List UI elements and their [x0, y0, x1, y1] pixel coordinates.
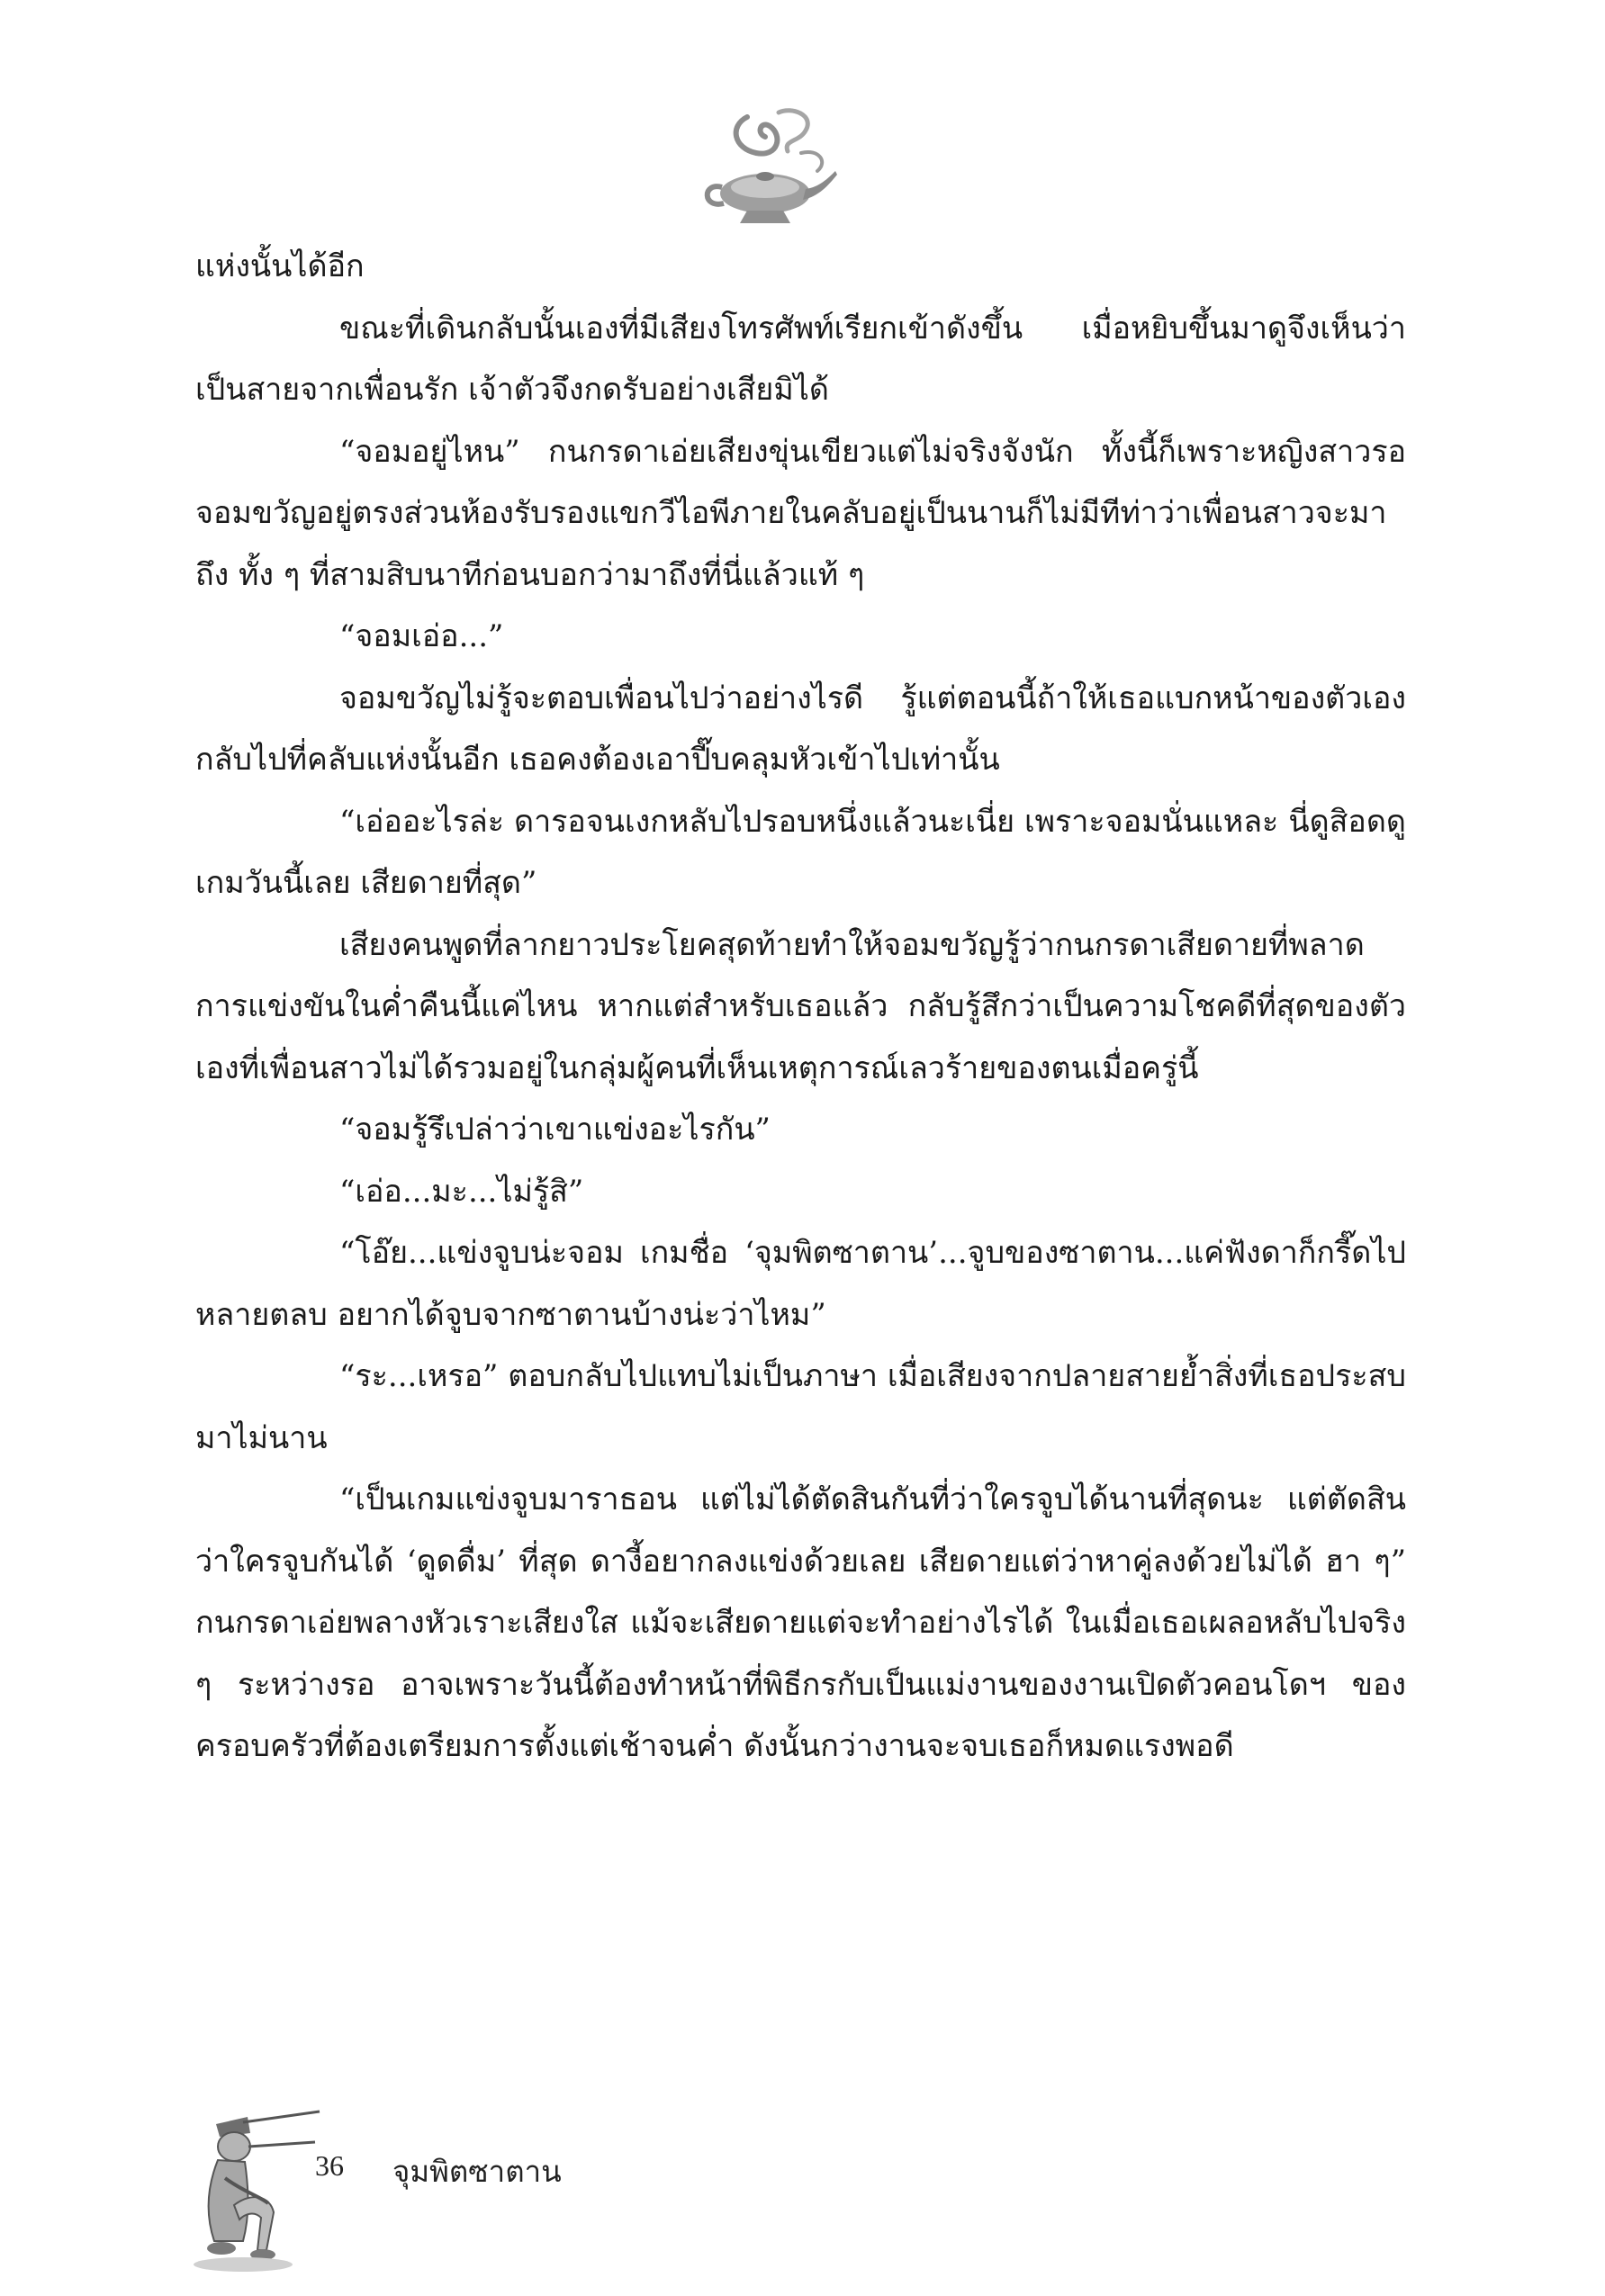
paragraph: ขณะที่เดินกลับนั้นเองที่มีเสียงโทรศัพท์เรียกเข้าดังขึ้น เมื่อหยิบขึ้นมาดูจึงเห็นว่าเป็นสายจากเพื่อนรัก เจ้าตัวจึงกดรับอย่างเสียมิได้	[195, 310, 1406, 408]
paragraph: แห่งนั้นได้อีก	[195, 248, 365, 284]
paragraph: “เอ่ออะไรล่ะ ดารอจนเงกหลับไปรอบหนึ่งแล้วนะเนี่ย เพราะจอมนั่นแหละ นี่ดูสิอดดูเกมวันนี้เลย เสียดายที่สุด”	[195, 803, 1406, 901]
paragraph: เสียงคนพูดที่ลากยาวประโยคสุดท้ายทำให้จอมขวัญรู้ว่ากนกรดาเสียดายที่พลาดการแข่งขันในค่ำคืนนี้แค่ไหน หากแต่สำหรับเธอแล้ว กลับรู้สึกว่าเป็นความโชคดีที่สุดของตัวเองที่เพื่อนสาวไม่ได้รวมอยู่ในกลุ่มผู้คนที่เห็นเหตุการณ์เลวร้ายของตนเมื่อครู่นี้	[195, 926, 1406, 1086]
paragraph: “จอมเอ่อ...”	[339, 618, 504, 654]
paragraph: “จอมรู้รึเปล่าว่าเขาแข่งอะไรกัน”	[339, 1112, 771, 1148]
page-footer	[180, 2106, 810, 2277]
book-title: จุมพิตซาตาน	[392, 2154, 562, 2189]
sitting-figure-icon	[180, 2106, 324, 2277]
paragraph: “ระ...เหรอ” ตอบกลับไปแทบไม่เป็นภาษา เมื่อเสียงจากปลายสายย้ำสิ่งที่เธอประสบมาไม่นาน	[195, 1358, 1406, 1456]
paragraph: “เอ่อ...มะ...ไม่รู้สิ”	[339, 1173, 584, 1210]
paragraph: “เป็นเกมแข่งจูบมาราธอน แต่ไม่ได้ตัดสินกันที่ว่าใครจูบได้นานที่สุดนะ แต่ตัดสินว่าใครจูบกันได้ ‘ดูดดื่ม’ ที่สุด ดางี้อยากลงแข่งด้วยเลย เสียดายแต่ว่าหาคู่ลงด้วยไม่ได้ ฮา ๆ” กนกรดาเอ่ยพลางหัวเราะเสียงใส แม้จะเสียดายแต่จะทำอย่างไรได้ ในเมื่อเธอเผลอหลับไปจริง ๆ ระหว่างรอ อาจเพราะวันนี้ต้องทำหน้าที่พิธีกรกับเป็นแม่งานของงานเปิดตัวคอนโดฯ ของครอบครัวที่ต้องเตรียมการตั้งแต่เช้าจนค่ำ ดังนั้นกว่างานจะจบเธอก็หมดแรงพอดี	[195, 1481, 1406, 1764]
page-number: 36	[315, 2149, 344, 2182]
genie-lamp-icon	[693, 99, 846, 234]
paragraph: จอมขวัญไม่รู้จะตอบเพื่อนไปว่าอย่างไรดี รู้แต่ตอนนี้ถ้าให้เธอแบกหน้าของตัวเองกลับไปที่คลับแห่งนั้นอีก เธอคงต้องเอาปี๊บคลุมหัวเข้าไปเท่านั้น	[195, 680, 1406, 778]
paragraph: “จอมอยู่ไหน” กนกรดาเอ่ยเสียงขุ่นเขียวแต่ไม่จริงจังนัก ทั้งนี้ก็เพราะหญิงสาวรอจอมขวัญอยู่ตรงส่วนห้องรับรองแขกวีไอพีภายในคลับอยู่เป็นนานก็ไม่มีทีท่าว่าเพื่อนสาวจะมาถึง ทั้ง ๆ ที่สามสิบนาทีก่อนบอกว่ามาถึงที่นี่แล้วแท้ ๆ	[195, 433, 1406, 593]
paragraph: “โอ๊ย...แข่งจูบน่ะจอม เกมชื่อ ‘จุมพิตซาตาน’...จูบของซาตาน...แค่ฟังดาก็กรี๊ดไปหลายตลบ อยากได้จูบจากซาตานบ้างน่ะว่าไหม”	[195, 1235, 1406, 1333]
body-text	[195, 236, 1406, 1778]
